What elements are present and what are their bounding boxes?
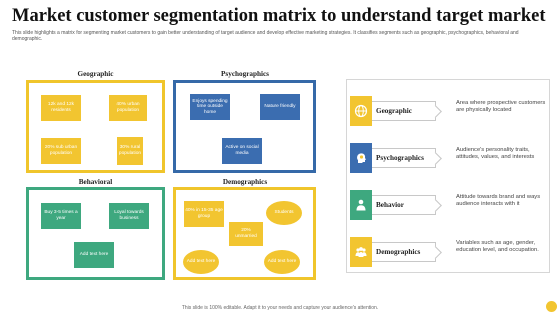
geographic-cell-3: 20% sub urban population [41, 138, 81, 164]
segment-desc-demographics: Variables such as age, gender, education level, and occupation. [456, 240, 539, 253]
behavioral-cell-2: Loyal towards business [109, 203, 149, 229]
footer-note: This slide is 100% editable. Adapt it to your needs and capture your audience's attention. [181, 305, 379, 311]
behavioral-quadrant [26, 187, 165, 280]
segment-desc-geographic: Area where prospective customers are physically located [456, 100, 546, 113]
segment-desc-psychographics: Audience's personality traits, attitudes, values, and interests [456, 147, 535, 160]
group-icon [350, 237, 372, 267]
demographics-cell-2: Students [266, 201, 302, 225]
psychographics-label: Psychographics [221, 70, 269, 78]
demographics-label: Demographics [222, 178, 268, 186]
segment-legend-panel [346, 79, 550, 273]
segment-tag-psychographics: Psychographics [372, 148, 436, 168]
page-subtitle: This slide highlights a matrix for segmenting market customers to gain better understanding of target audience and develop effective marketing strategies. It classifies segments such as geographic, psychographics, behavioral and demographic. [12, 30, 519, 43]
psychographics-cell-3: Active on social media [222, 138, 262, 164]
demographics-cell-4: Add text here [183, 250, 219, 274]
person-icon [350, 190, 372, 220]
geographic-cell-1: 12k and 12k residents [41, 95, 81, 121]
behavioral-cell-1: Buy 3-5 times a year [41, 203, 81, 229]
psychographics-cell-2: Nature friendly [260, 94, 300, 120]
behavioral-label: Behavioral [78, 178, 113, 186]
demographics-cell-5: Add text here [264, 250, 300, 274]
demographics-cell-1: 40% in 15-35 age group [184, 201, 224, 227]
segment-tag-demographics: Demographics [372, 242, 436, 262]
segment-tag-behavior: Behavior [372, 195, 436, 215]
page-title: Market customer segmentation matrix to understand target market [12, 6, 546, 26]
behavioral-cell-3: Add text here [74, 242, 114, 268]
geographic-cell-4: 30% rural population [117, 137, 143, 165]
geographic-label: Geographic [77, 70, 114, 78]
globe-icon [350, 96, 372, 126]
psychographics-cell-1: Enjoys spending time outside home [190, 94, 230, 120]
segment-desc-behavior: Attitude towards brand and ways audience interacts with it [456, 194, 541, 207]
head-icon [350, 143, 372, 173]
geographic-quadrant [26, 80, 165, 173]
demographics-quadrant [173, 187, 316, 280]
segment-tag-geographic: Geographic [372, 101, 436, 121]
geographic-cell-2: 40% urban population [109, 95, 147, 121]
decorative-dot [546, 301, 557, 312]
demographics-cell-3: 20% unmarried [229, 222, 263, 246]
psychographics-quadrant [173, 80, 316, 173]
